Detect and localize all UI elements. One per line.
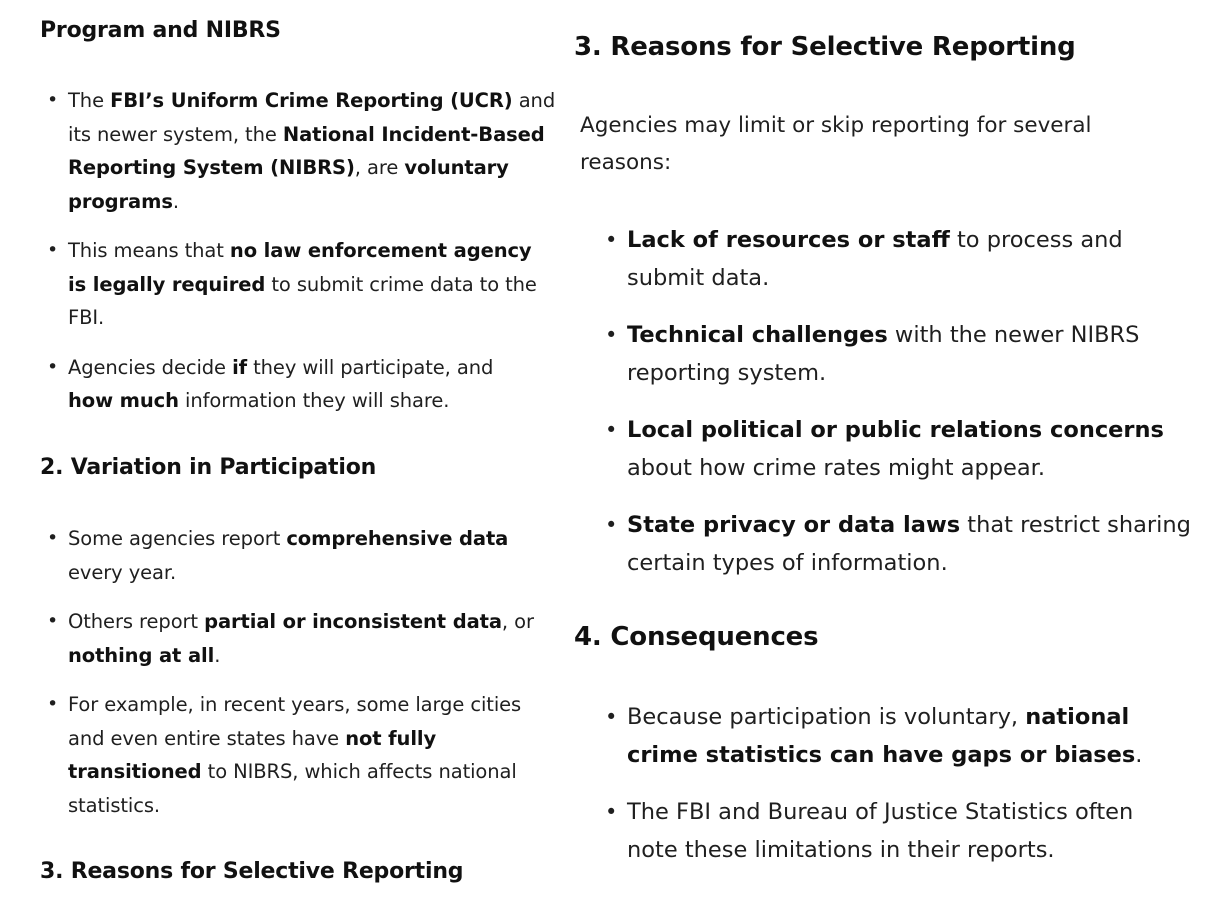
bold-text: comprehensive data	[286, 527, 509, 550]
text: statistics.	[68, 793, 161, 817]
section3-heading-right: 3. Reasons for Selective Reporting	[574, 32, 1076, 62]
bullet-line	[68, 151, 580, 185]
bold-text: nothing at all	[68, 643, 215, 667]
bold-text: how much	[68, 389, 179, 412]
text: and even entire states have	[68, 726, 346, 750]
text: .	[214, 643, 221, 667]
bullet-item	[40, 351, 580, 418]
bullet-line	[68, 556, 580, 590]
text: to submit crime data to the	[265, 272, 537, 296]
bullet-item	[596, 316, 1216, 392]
text: certain types of information.	[627, 550, 948, 576]
bullet-line	[68, 185, 580, 219]
section3-heading: 3. Reasons for Selective Reporting	[40, 859, 464, 884]
bullet-line	[627, 831, 1216, 869]
bullet-line	[68, 384, 580, 418]
bold-text: FBI’s Uniform Crime Reporting (UCR)	[110, 89, 513, 112]
bullet-line	[627, 698, 1216, 736]
text: FBI.	[68, 306, 105, 329]
bullet-line	[627, 354, 1216, 392]
bold-text: Local political or public relations concerns	[627, 417, 1164, 443]
bullet-line	[627, 449, 1216, 487]
bullet-line	[68, 722, 580, 756]
text: The FBI and Bureau of Justice Statistics often	[627, 799, 1134, 825]
bullet-line	[68, 755, 580, 789]
bullet-line	[627, 793, 1216, 831]
bullet-line	[627, 259, 1216, 297]
bullet-line	[68, 301, 580, 335]
bullet-line	[68, 234, 580, 268]
section3-reasons-list	[596, 221, 1216, 582]
bullet-item	[596, 506, 1216, 582]
bullet-line	[627, 221, 1216, 259]
text: .	[1135, 742, 1143, 768]
bold-text: not fully	[345, 726, 437, 750]
text: information they will share.	[178, 389, 450, 412]
bullet-item	[40, 605, 580, 672]
text: This means that	[68, 239, 230, 262]
bold-text: programs	[68, 189, 173, 213]
intro-line: Agencies may limit or skip reporting for several	[580, 113, 1092, 138]
section3-intro	[580, 107, 1092, 181]
bullet-line	[68, 639, 580, 673]
bullet-line	[68, 84, 580, 118]
section4-heading: 4. Consequences	[574, 622, 819, 652]
bold-text: State privacy or data laws	[627, 512, 961, 538]
bold-text: is legally required	[68, 272, 266, 296]
text: submit data.	[627, 265, 770, 291]
text: its newer system, the	[68, 122, 283, 146]
left-panel	[0, 0, 596, 901]
bullet-item	[40, 234, 580, 335]
bold-text: no law enforcement agency	[229, 239, 532, 262]
section2-bullet-list	[40, 522, 580, 822]
bullet-item	[596, 221, 1216, 297]
text: , are	[354, 156, 405, 179]
bullet-line	[627, 544, 1216, 582]
bullet-item	[40, 522, 580, 589]
bold-text: Reporting System (NIBRS)	[68, 156, 355, 179]
text: For example, in recent years, some large cities	[68, 693, 522, 716]
section1-heading-fragment: Program and NIBRS	[40, 18, 281, 43]
bullet-line	[627, 411, 1216, 449]
text: every year.	[68, 560, 177, 584]
section1-bullet-list	[40, 84, 580, 418]
bullet-line	[627, 506, 1216, 544]
text: reporting system.	[627, 360, 827, 386]
text: .	[172, 189, 179, 213]
bullet-line	[68, 351, 580, 385]
bullet-line	[68, 605, 580, 639]
bullet-item	[40, 84, 580, 218]
text: Agencies decide	[68, 355, 233, 379]
bullet-line	[627, 316, 1216, 354]
text: to process and	[949, 227, 1123, 253]
bullet-line	[68, 268, 580, 302]
bullet-line	[68, 522, 580, 556]
text: they will participate, and	[247, 355, 494, 379]
text: note these limitations in their reports.	[627, 837, 1055, 863]
bold-text: national	[1025, 704, 1130, 730]
text: about how crime rates might appear.	[627, 455, 1046, 481]
section2-heading: 2. Variation in Participation	[40, 455, 377, 480]
text: Some agencies report	[68, 527, 287, 550]
bullet-item	[40, 688, 580, 822]
bullet-item	[596, 698, 1216, 774]
bullet-line	[627, 736, 1216, 774]
text: , or	[501, 610, 534, 633]
text: Because participation is voluntary,	[627, 704, 1026, 730]
bold-text: National Incident-Based	[282, 122, 545, 146]
text: Others report	[68, 610, 205, 633]
text: that restrict sharing	[960, 512, 1191, 538]
bold-text: if	[232, 355, 248, 379]
bullet-line	[68, 688, 580, 722]
bullet-line	[68, 789, 580, 823]
bold-text: crime statistics can have gaps or biases	[627, 742, 1136, 768]
bold-text: transitioned	[68, 760, 202, 783]
right-panel	[574, 0, 1200, 901]
bullet-item	[596, 793, 1216, 869]
bold-text: Technical challenges	[627, 322, 888, 348]
text: to NIBRS, which affects national	[201, 760, 517, 783]
text: and	[512, 89, 556, 112]
bullet-line	[68, 118, 580, 152]
text: The	[68, 89, 111, 112]
text: with the newer NIBRS	[887, 322, 1140, 348]
section4-consequences-list	[596, 698, 1216, 869]
bullet-item	[596, 411, 1216, 487]
bold-text: voluntary	[404, 156, 509, 179]
intro-line: reasons:	[580, 150, 672, 175]
bold-text: partial or inconsistent data	[204, 610, 502, 633]
bold-text: Lack of resources or staff	[627, 227, 950, 253]
